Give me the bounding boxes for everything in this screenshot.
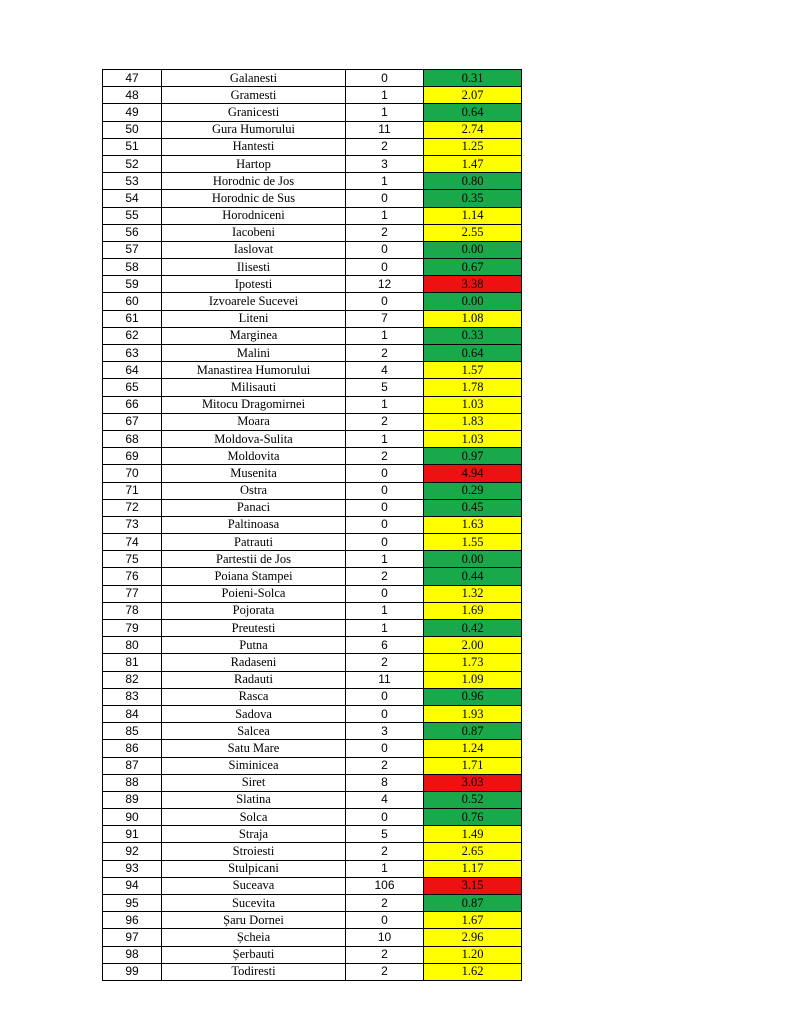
- row-number-cell: 62: [103, 327, 162, 344]
- case-count-cell: 1: [346, 396, 424, 413]
- locality-name-cell: Radauti: [162, 671, 346, 688]
- case-count-cell: 0: [346, 259, 424, 276]
- case-count-cell: 0: [346, 499, 424, 516]
- locality-name-cell: Slatina: [162, 791, 346, 808]
- table-row: [103, 826, 522, 843]
- case-count-cell: 5: [346, 826, 424, 843]
- table-row: [103, 259, 522, 276]
- row-number-cell: 81: [103, 654, 162, 671]
- table-row: [103, 379, 522, 396]
- case-count-cell: 0: [346, 585, 424, 602]
- case-count-cell: 0: [346, 516, 424, 533]
- locality-name-cell: Moldova-Sulita: [162, 430, 346, 447]
- locality-name-cell: Salcea: [162, 723, 346, 740]
- locality-name-cell: Rasca: [162, 688, 346, 705]
- table-row: [103, 516, 522, 533]
- incidence-rate-cell: 1.24: [424, 740, 522, 757]
- incidence-rate-cell: 1.49: [424, 826, 522, 843]
- table-row: [103, 293, 522, 310]
- table-row: [103, 327, 522, 344]
- incidence-rate-cell: 0.64: [424, 104, 522, 121]
- row-number-cell: 82: [103, 671, 162, 688]
- locality-name-cell: Moara: [162, 413, 346, 430]
- locality-name-cell: Milisauti: [162, 379, 346, 396]
- table-row: [103, 345, 522, 362]
- row-number-cell: 79: [103, 620, 162, 637]
- row-number-cell: 60: [103, 293, 162, 310]
- locality-name-cell: Musenita: [162, 465, 346, 482]
- table-row: [103, 87, 522, 104]
- case-count-cell: 2: [346, 448, 424, 465]
- case-count-cell: 2: [346, 138, 424, 155]
- locality-name-cell: Todiresti: [162, 963, 346, 980]
- table-row: [103, 671, 522, 688]
- locality-name-cell: Poieni-Solca: [162, 585, 346, 602]
- locality-name-cell: Șaru Dornei: [162, 912, 346, 929]
- incidence-rate-cell: 0.64: [424, 345, 522, 362]
- incidence-rate-cell: 1.55: [424, 534, 522, 551]
- row-number-cell: 73: [103, 516, 162, 533]
- table-row: [103, 70, 522, 87]
- locality-name-cell: Pojorata: [162, 602, 346, 619]
- locality-name-cell: Horodnic de Sus: [162, 190, 346, 207]
- row-number-cell: 98: [103, 946, 162, 963]
- row-number-cell: 91: [103, 826, 162, 843]
- locality-name-cell: Satu Mare: [162, 740, 346, 757]
- incidence-rate-cell: 3.03: [424, 774, 522, 791]
- row-number-cell: 56: [103, 224, 162, 241]
- locality-name-cell: Poiana Stampei: [162, 568, 346, 585]
- incidence-rate-cell: 1.93: [424, 705, 522, 722]
- locality-name-cell: Șerbauti: [162, 946, 346, 963]
- incidence-rate-cell: 1.17: [424, 860, 522, 877]
- row-number-cell: 71: [103, 482, 162, 499]
- locality-name-cell: Panaci: [162, 499, 346, 516]
- incidence-rate-cell: 0.42: [424, 620, 522, 637]
- incidence-rate-cell: 2.55: [424, 224, 522, 241]
- incidence-rate-cell: 0.52: [424, 791, 522, 808]
- locality-name-cell: Hartop: [162, 155, 346, 172]
- table-row: [103, 912, 522, 929]
- table-row: [103, 637, 522, 654]
- case-count-cell: 1: [346, 207, 424, 224]
- incidence-rate-cell: 1.08: [424, 310, 522, 327]
- case-count-cell: 11: [346, 121, 424, 138]
- incidence-rate-cell: 1.67: [424, 912, 522, 929]
- incidence-rate-cell: 0.31: [424, 70, 522, 87]
- row-number-cell: 99: [103, 963, 162, 980]
- incidence-rate-cell: 3.38: [424, 276, 522, 293]
- table-row: [103, 688, 522, 705]
- incidence-rate-cell: 4.94: [424, 465, 522, 482]
- table-row: [103, 534, 522, 551]
- case-count-cell: 0: [346, 912, 424, 929]
- locality-name-cell: Ostra: [162, 482, 346, 499]
- locality-name-cell: Radaseni: [162, 654, 346, 671]
- case-count-cell: 4: [346, 791, 424, 808]
- row-number-cell: 80: [103, 637, 162, 654]
- row-number-cell: 54: [103, 190, 162, 207]
- incidence-rate-cell: 1.63: [424, 516, 522, 533]
- case-count-cell: 8: [346, 774, 424, 791]
- locality-name-cell: Solca: [162, 809, 346, 826]
- row-number-cell: 87: [103, 757, 162, 774]
- incidence-rate-cell: 1.57: [424, 362, 522, 379]
- incidence-rate-cell: 2.96: [424, 929, 522, 946]
- locality-name-cell: Gramesti: [162, 87, 346, 104]
- incidence-rate-cell: 1.62: [424, 963, 522, 980]
- row-number-cell: 88: [103, 774, 162, 791]
- incidence-rate-cell: 0.33: [424, 327, 522, 344]
- incidence-rate-cell: 0.00: [424, 241, 522, 258]
- row-number-cell: 48: [103, 87, 162, 104]
- table-row: [103, 224, 522, 241]
- case-count-cell: 0: [346, 190, 424, 207]
- locality-name-cell: Gura Humorului: [162, 121, 346, 138]
- incidence-rate-cell: 0.97: [424, 448, 522, 465]
- table-row: [103, 190, 522, 207]
- case-count-cell: 11: [346, 671, 424, 688]
- table-row: [103, 929, 522, 946]
- locality-name-cell: Straja: [162, 826, 346, 843]
- case-count-cell: 0: [346, 740, 424, 757]
- case-count-cell: 0: [346, 293, 424, 310]
- row-number-cell: 72: [103, 499, 162, 516]
- locality-name-cell: Moldovita: [162, 448, 346, 465]
- case-count-cell: 2: [346, 757, 424, 774]
- table-row: [103, 774, 522, 791]
- table-row: [103, 568, 522, 585]
- case-count-cell: 2: [346, 654, 424, 671]
- row-number-cell: 69: [103, 448, 162, 465]
- case-count-cell: 0: [346, 705, 424, 722]
- case-count-cell: 2: [346, 568, 424, 585]
- row-number-cell: 65: [103, 379, 162, 396]
- locality-name-cell: Liteni: [162, 310, 346, 327]
- incidence-rate-cell: 1.20: [424, 946, 522, 963]
- table-row: [103, 602, 522, 619]
- case-count-cell: 7: [346, 310, 424, 327]
- incidence-rate-cell: 0.44: [424, 568, 522, 585]
- incidence-table-body: [103, 70, 522, 981]
- locality-name-cell: Preutesti: [162, 620, 346, 637]
- table-row: [103, 413, 522, 430]
- case-count-cell: 2: [346, 224, 424, 241]
- row-number-cell: 97: [103, 929, 162, 946]
- case-count-cell: 1: [346, 551, 424, 568]
- locality-name-cell: Granicesti: [162, 104, 346, 121]
- incidence-rate-cell: 1.25: [424, 138, 522, 155]
- row-number-cell: 90: [103, 809, 162, 826]
- table-row: [103, 757, 522, 774]
- incidence-rate-cell: 2.74: [424, 121, 522, 138]
- locality-name-cell: Hantesti: [162, 138, 346, 155]
- table-row: [103, 791, 522, 808]
- incidence-table: [102, 69, 522, 981]
- row-number-cell: 84: [103, 705, 162, 722]
- case-count-cell: 1: [346, 602, 424, 619]
- row-number-cell: 75: [103, 551, 162, 568]
- table-row: [103, 860, 522, 877]
- table-row: [103, 310, 522, 327]
- incidence-rate-cell: 2.65: [424, 843, 522, 860]
- row-number-cell: 89: [103, 791, 162, 808]
- row-number-cell: 64: [103, 362, 162, 379]
- incidence-rate-cell: 0.87: [424, 723, 522, 740]
- case-count-cell: 2: [346, 413, 424, 430]
- table-row: [103, 241, 522, 258]
- row-number-cell: 70: [103, 465, 162, 482]
- incidence-rate-cell: 0.35: [424, 190, 522, 207]
- row-number-cell: 53: [103, 173, 162, 190]
- incidence-rate-cell: 2.00: [424, 637, 522, 654]
- case-count-cell: 0: [346, 241, 424, 258]
- case-count-cell: 1: [346, 173, 424, 190]
- row-number-cell: 67: [103, 413, 162, 430]
- row-number-cell: 92: [103, 843, 162, 860]
- incidence-rate-cell: 0.80: [424, 173, 522, 190]
- table-row: [103, 946, 522, 963]
- row-number-cell: 74: [103, 534, 162, 551]
- incidence-rate-cell: 1.71: [424, 757, 522, 774]
- locality-name-cell: Siminicea: [162, 757, 346, 774]
- row-number-cell: 66: [103, 396, 162, 413]
- row-number-cell: 95: [103, 895, 162, 912]
- locality-name-cell: Stulpicani: [162, 860, 346, 877]
- table-row: [103, 963, 522, 980]
- case-count-cell: 5: [346, 379, 424, 396]
- incidence-rate-cell: 0.67: [424, 259, 522, 276]
- row-number-cell: 63: [103, 345, 162, 362]
- locality-name-cell: Sadova: [162, 705, 346, 722]
- locality-name-cell: Galanesti: [162, 70, 346, 87]
- table-row: [103, 620, 522, 637]
- row-number-cell: 58: [103, 259, 162, 276]
- incidence-rate-cell: 0.76: [424, 809, 522, 826]
- row-number-cell: 51: [103, 138, 162, 155]
- case-count-cell: 2: [346, 843, 424, 860]
- incidence-rate-cell: 1.14: [424, 207, 522, 224]
- table-row: [103, 138, 522, 155]
- table-row: [103, 173, 522, 190]
- case-count-cell: 0: [346, 809, 424, 826]
- incidence-rate-cell: 1.69: [424, 602, 522, 619]
- locality-name-cell: Sucevita: [162, 895, 346, 912]
- table-row: [103, 843, 522, 860]
- table-row: [103, 482, 522, 499]
- locality-name-cell: Manastirea Humorului: [162, 362, 346, 379]
- table-row: [103, 877, 522, 894]
- incidence-rate-cell: 0.00: [424, 551, 522, 568]
- table-row: [103, 654, 522, 671]
- case-count-cell: 4: [346, 362, 424, 379]
- table-row: [103, 895, 522, 912]
- table-row: [103, 430, 522, 447]
- case-count-cell: 0: [346, 534, 424, 551]
- incidence-rate-cell: 1.32: [424, 585, 522, 602]
- incidence-rate-cell: 0.96: [424, 688, 522, 705]
- table-row: [103, 723, 522, 740]
- case-count-cell: 2: [346, 895, 424, 912]
- locality-name-cell: Siret: [162, 774, 346, 791]
- case-count-cell: 0: [346, 688, 424, 705]
- row-number-cell: 93: [103, 860, 162, 877]
- locality-name-cell: Stroiesti: [162, 843, 346, 860]
- case-count-cell: 0: [346, 482, 424, 499]
- row-number-cell: 85: [103, 723, 162, 740]
- incidence-rate-cell: 0.45: [424, 499, 522, 516]
- locality-name-cell: Șcheia: [162, 929, 346, 946]
- table-row: [103, 585, 522, 602]
- table-row: [103, 705, 522, 722]
- case-count-cell: 0: [346, 465, 424, 482]
- case-count-cell: 1: [346, 327, 424, 344]
- table-row: [103, 104, 522, 121]
- table-row: [103, 809, 522, 826]
- row-number-cell: 83: [103, 688, 162, 705]
- case-count-cell: 6: [346, 637, 424, 654]
- row-number-cell: 55: [103, 207, 162, 224]
- incidence-rate-cell: 1.03: [424, 396, 522, 413]
- case-count-cell: 12: [346, 276, 424, 293]
- row-number-cell: 52: [103, 155, 162, 172]
- incidence-rate-cell: 1.73: [424, 654, 522, 671]
- locality-name-cell: Iaslovat: [162, 241, 346, 258]
- incidence-rate-cell: 0.87: [424, 895, 522, 912]
- table-row: [103, 499, 522, 516]
- row-number-cell: 94: [103, 877, 162, 894]
- table-row: [103, 121, 522, 138]
- table-row: [103, 362, 522, 379]
- locality-name-cell: Putna: [162, 637, 346, 654]
- incidence-rate-cell: 0.29: [424, 482, 522, 499]
- locality-name-cell: Horodniceni: [162, 207, 346, 224]
- row-number-cell: 49: [103, 104, 162, 121]
- incidence-rate-cell: 1.03: [424, 430, 522, 447]
- row-number-cell: 78: [103, 602, 162, 619]
- locality-name-cell: Malini: [162, 345, 346, 362]
- case-count-cell: 3: [346, 723, 424, 740]
- table-row: [103, 207, 522, 224]
- case-count-cell: 1: [346, 430, 424, 447]
- row-number-cell: 77: [103, 585, 162, 602]
- table-row: [103, 740, 522, 757]
- locality-name-cell: Suceava: [162, 877, 346, 894]
- row-number-cell: 61: [103, 310, 162, 327]
- row-number-cell: 57: [103, 241, 162, 258]
- locality-name-cell: Partestii de Jos: [162, 551, 346, 568]
- table-row: [103, 465, 522, 482]
- incidence-rate-cell: 3.15: [424, 877, 522, 894]
- row-number-cell: 76: [103, 568, 162, 585]
- locality-name-cell: Ipotesti: [162, 276, 346, 293]
- case-count-cell: 1: [346, 860, 424, 877]
- case-count-cell: 106: [346, 877, 424, 894]
- incidence-rate-cell: 1.83: [424, 413, 522, 430]
- locality-name-cell: Izvoarele Sucevei: [162, 293, 346, 310]
- row-number-cell: 59: [103, 276, 162, 293]
- row-number-cell: 86: [103, 740, 162, 757]
- case-count-cell: 1: [346, 620, 424, 637]
- table-row: [103, 448, 522, 465]
- case-count-cell: 1: [346, 104, 424, 121]
- incidence-rate-cell: 1.09: [424, 671, 522, 688]
- locality-name-cell: Patrauti: [162, 534, 346, 551]
- case-count-cell: 10: [346, 929, 424, 946]
- incidence-rate-cell: 1.78: [424, 379, 522, 396]
- locality-name-cell: Ilisesti: [162, 259, 346, 276]
- locality-name-cell: Horodnic de Jos: [162, 173, 346, 190]
- row-number-cell: 50: [103, 121, 162, 138]
- table-row: [103, 276, 522, 293]
- locality-name-cell: Paltinoasa: [162, 516, 346, 533]
- incidence-rate-cell: 2.07: [424, 87, 522, 104]
- table-row: [103, 551, 522, 568]
- locality-name-cell: Marginea: [162, 327, 346, 344]
- row-number-cell: 47: [103, 70, 162, 87]
- case-count-cell: 1: [346, 87, 424, 104]
- row-number-cell: 68: [103, 430, 162, 447]
- locality-name-cell: Mitocu Dragomirnei: [162, 396, 346, 413]
- case-count-cell: 2: [346, 963, 424, 980]
- case-count-cell: 2: [346, 946, 424, 963]
- incidence-rate-cell: 1.47: [424, 155, 522, 172]
- table-row: [103, 396, 522, 413]
- case-count-cell: 3: [346, 155, 424, 172]
- case-count-cell: 0: [346, 70, 424, 87]
- case-count-cell: 2: [346, 345, 424, 362]
- incidence-rate-cell: 0.00: [424, 293, 522, 310]
- table-row: [103, 155, 522, 172]
- row-number-cell: 96: [103, 912, 162, 929]
- locality-name-cell: Iacobeni: [162, 224, 346, 241]
